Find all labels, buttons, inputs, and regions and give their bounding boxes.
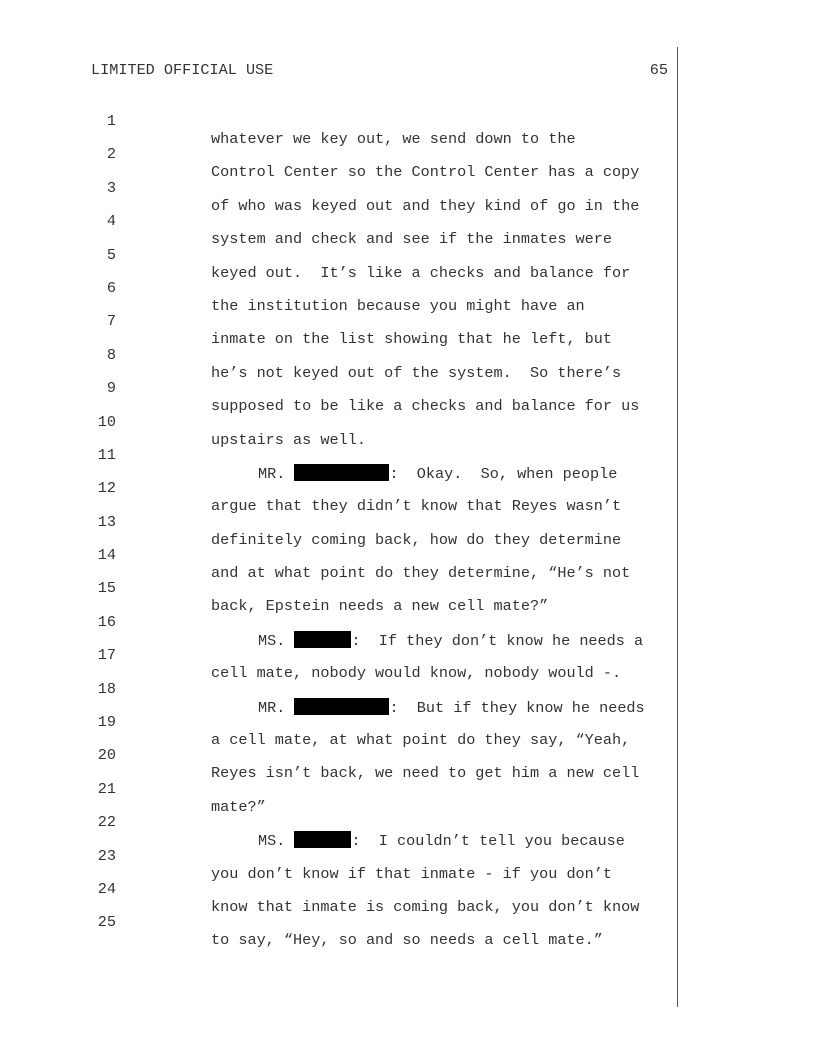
line-number: 3 [106,178,116,197]
line-text: to say, “Hey, so and so needs a cell mate.” [211,931,603,950]
line-number: 21 [97,779,116,798]
page-number: 65 [649,61,668,79]
line-number: 14 [97,546,116,565]
line-text: Reyes isn’t back, we need to get him a new cell [211,764,640,783]
line-text: supposed to be like a checks and balance for us [211,397,640,416]
line-text: definitely coming back, how do they determine [211,530,622,549]
speaker-title: MS. [258,631,286,650]
line-text: upstairs as well. [211,430,366,449]
line-number: 12 [97,479,116,498]
line-text: back, Epstein needs a new cell mate?” [211,597,549,616]
transcript-line [0,161,816,215]
transcript-line [0,662,816,717]
line-number: 1 [106,112,116,130]
transcript-line [0,94,816,148]
line-number: 9 [106,379,116,398]
line-number: 17 [97,646,116,665]
transcript-line [0,428,816,483]
line-text: : Okay. So, when people [389,464,618,483]
line-text: Control Center so the Control Center has a copy [211,163,640,182]
transcript-line [0,395,816,449]
line-number: 5 [106,245,116,264]
transcript-line [0,127,816,182]
transcript-line [0,595,816,650]
line-number: 24 [97,879,116,898]
line-text: mate?” [211,797,266,816]
line-number: 7 [106,312,116,331]
line-number: 13 [97,512,116,531]
transcript-line [0,561,816,616]
transcript-line [0,328,816,382]
line-number: 20 [97,746,116,765]
transcript-line [0,361,816,416]
line-text: : But if they know he needs [389,698,645,717]
line-number: 19 [97,713,116,732]
line-text: you don’t know if that inmate - if you don’t [211,864,613,883]
transcript-line [0,862,816,916]
line-number: 25 [97,913,116,932]
transcript-line [0,795,816,851]
transcript-line [0,695,816,750]
line-number: 15 [97,579,116,598]
line-number: 4 [106,212,116,231]
line-number: 16 [97,612,116,631]
line-text: he’s not keyed out of the system. So there’s [211,363,622,382]
line-text: argue that they didn’t know that Reyes wasn’t [211,497,622,516]
line-text: know that inmate is coming back, you don’t know [211,897,640,916]
line-number: 2 [106,145,116,164]
transcript-line [0,728,816,783]
speaker-title: MS. [258,832,286,851]
line-number: 11 [97,445,116,464]
transcript-line [0,762,816,816]
line-text: cell mate, nobody would know, nobody would -. [211,664,622,683]
line-text: keyed out. It’s like a checks and balance for [211,263,631,282]
transcript-line [0,628,816,683]
line-text: whatever we key out, we send down to the [211,130,576,148]
line-number: 22 [97,813,116,832]
line-text: inmate on the list showing that he left, but [211,330,613,349]
header-classification: LIMITED OFFICIAL USE [91,61,274,79]
line-text: : I couldn’t tell you because [351,832,625,851]
line-number: 8 [106,345,116,364]
transcript-line [0,228,816,282]
transcript-line [0,294,816,349]
line-number: 23 [97,846,116,865]
transcript-line [0,495,816,549]
transcript-line [0,895,816,950]
line-text: and at what point do they determine, “He’s not [211,564,631,583]
line-text: the institution because you might have an [211,296,585,315]
line-number: 18 [97,679,116,698]
transcript-line [0,261,816,315]
line-number: 6 [106,278,116,297]
line-number: 10 [97,412,116,431]
speaker-title: MR. [258,698,286,717]
transcript-line [0,829,816,883]
transcript-line [0,194,816,249]
transcript-line [0,461,816,516]
transcript-body [0,94,816,950]
line-text: system and check and see if the inmates were [211,230,613,249]
transcript-line [0,528,816,583]
line-text: of who was keyed out and they kind of go in the [211,196,640,215]
speaker-title: MR. [258,464,286,483]
line-text: a cell mate, at what point do they say, “Yeah, [211,731,631,750]
line-text: : If they don’t know he needs a [351,631,644,650]
